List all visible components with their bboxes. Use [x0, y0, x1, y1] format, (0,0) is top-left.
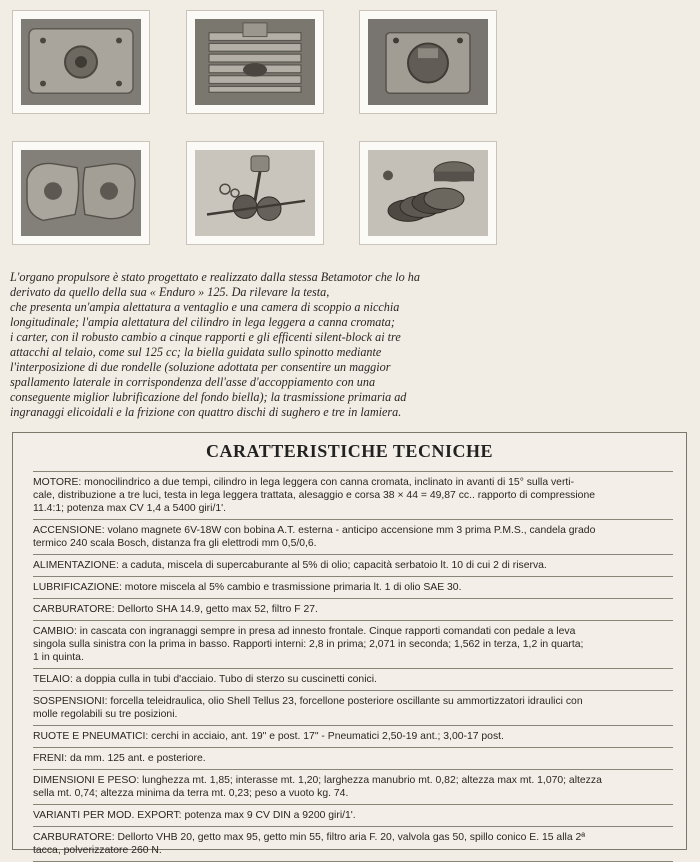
spec-row-carburatore — [33, 599, 673, 621]
spec-line: sella mt. 0,74; altezza minima da terra mt. 0,23; peso a vuoto kg. 74. — [33, 788, 349, 799]
spec-line: tacca, polverizzatore 260 N. — [33, 845, 162, 856]
spec-line: ACCENSIONE: volano magnete 6V-18W con bobina A.T. esterna - anticipo accensione mm 3 prima P.M.S., candela grado — [33, 525, 596, 536]
caption-line: spallamento laterale in corrispondenza dell'asse d'accoppiamento con una — [10, 375, 376, 389]
caption-line: derivato da quello della sua « Enduro » 125. Da rilevare la testa, — [10, 285, 330, 299]
spec-line: SOSPENSIONI: forcella teleidraulica, olio Shell Tellus 23, forcellone posteriore oscillante su ammortizzatori idraulici con — [33, 696, 583, 707]
spec-row-freni — [33, 748, 673, 770]
spec-row-lubrificazione — [33, 577, 673, 599]
photo-cylinder-block — [186, 10, 324, 114]
spec-line: MOTORE: monocilindrico a due tempi, cilindro in lega leggera con canna cromata, inclinato in avanti di 15° sulla verti- — [33, 477, 575, 488]
spec-row-motore — [33, 471, 673, 520]
engine-description-caption — [10, 270, 530, 420]
specs-list — [33, 471, 673, 862]
photo-clutch — [359, 141, 497, 245]
spec-line: 11.4:1; potenza max CV 1,4 a 5400 giri/1'. — [33, 503, 226, 514]
specs-title: CARATTERISTICHE TECNICHE — [206, 441, 493, 461]
photo-cylinder-head-top — [12, 10, 150, 114]
spec-line: singola sulla sinistra con la prima in basso. Rapporti interni: 2,8 in prima; 2,071 in seconda; 1,562 in terza, 1,2 in quarta; — [33, 639, 584, 650]
spec-line: CARBURATORE: Dellorto VHB 20, getto max 95, getto min 55, filtro aria F. 20, valvola gas 50, spillo conico E. 15 alla 2ª — [33, 832, 586, 843]
technical-specs-box — [12, 432, 687, 856]
caption-line: L'organo propulsore è stato progettato e realizzato dalla stessa Betamotor che lo ha — [10, 270, 420, 284]
spec-line: DIMENSIONI E PESO: lunghezza mt. 1,85; interasse mt. 1,20; larghezza manubrio mt. 0,82; altezza max mt. 1,070; altezza — [33, 775, 602, 786]
crankcase-halves-icon — [21, 150, 141, 236]
cylinder-head-top-view-icon — [21, 19, 141, 105]
spec-row-varianti-export — [33, 805, 673, 827]
spec-line: 1 in quinta. — [33, 652, 84, 663]
spec-row-sospensioni — [33, 691, 673, 726]
spec-line: CAMBIO: in cascata con ingranaggi sempre in presa ad innesto frontale. Cinque rapporti comandati con pedale a leva — [33, 626, 576, 637]
caption-line: longitudinale; l'ampia alettatura del cilindro in lega leggera a canna cromata; — [10, 315, 395, 329]
spec-row-ruote-pneumatici — [33, 726, 673, 748]
spec-row-accensione — [33, 520, 673, 555]
photo-cylinder-head-bottom — [359, 10, 497, 114]
caption-line: che presenta un'ampia alettatura a ventaglio e una camera di scoppio a nicchia — [10, 300, 400, 314]
caption-line: conseguente miglior lubrificazione del fondo biella); la trasmissione primaria ad — [10, 390, 407, 404]
spec-line: TELAIO: a doppia culla in tubi d'acciaio. Tubo di sterzo su cuscinetti conici. — [33, 674, 377, 685]
caption-line: l'interposizione di due rondelle (soluzione adottata per consentire un maggior — [10, 360, 391, 374]
caption-line: ingranaggi elicoidali e la frizione con quattro dischi di sughero e tre in lamiera. — [10, 405, 402, 419]
spec-row-carburatore-export — [33, 827, 673, 862]
spec-line: termico 240 scala Bosch, distanza fra gli elettrodi mm 0,5/0,6. — [33, 538, 317, 549]
spec-row-alimentazione — [33, 555, 673, 577]
clutch-discs-icon — [368, 150, 488, 236]
spec-line: LUBRIFICAZIONE: motore miscela al 5% cambio e trasmissione primaria lt. 1 di olio SAE 30. — [33, 582, 462, 593]
spec-line: VARIANTI PER MOD. EXPORT: potenza max 9 CV DIN a 9200 giri/1'. — [33, 810, 356, 821]
spec-row-cambio — [33, 621, 673, 669]
photo-crankshaft — [186, 141, 324, 245]
cylinder-head-bottom-view-icon — [368, 19, 488, 105]
spec-line: FRENI: da mm. 125 ant. e posteriore. — [33, 753, 206, 764]
spec-line: ALIMENTAZIONE: a caduta, miscela di supercaburante al 5% di olio; capacità serbatoio lt. 10 di cui 2 di riserva. — [33, 560, 547, 571]
spec-row-dimensioni-peso — [33, 770, 673, 805]
spec-line: molle regolabili su tre posizioni. — [33, 709, 178, 720]
spec-line: cale, distribuzione a tre luci, testa in lega leggera trattata, alesaggio e corsa 38 × 44 = 49,87 cc.. rapporto di compressione — [33, 490, 596, 501]
caption-line: attacchi al telaio, come sul 125 cc; la biella guidata sullo spinotto mediante — [10, 345, 382, 359]
crankshaft-and-piston-icon — [195, 150, 315, 236]
photo-crankcase — [12, 141, 150, 245]
spec-line: RUOTE E PNEUMATICI: cerchi in acciaio, ant. 19" e post. 17" - Pneumatici 2,50-19 ant.; 3,00-17 post. — [33, 731, 504, 742]
caption-line: i carter, con il robusto cambio a cinque rapporti e gli efficenti silent-block ai tre — [10, 330, 401, 344]
finned-cylinder-block-icon — [195, 19, 315, 105]
spec-row-telaio — [33, 669, 673, 691]
spec-line: CARBURATORE: Dellorto SHA 14.9, getto max 52, filtro F 27. — [33, 604, 318, 615]
